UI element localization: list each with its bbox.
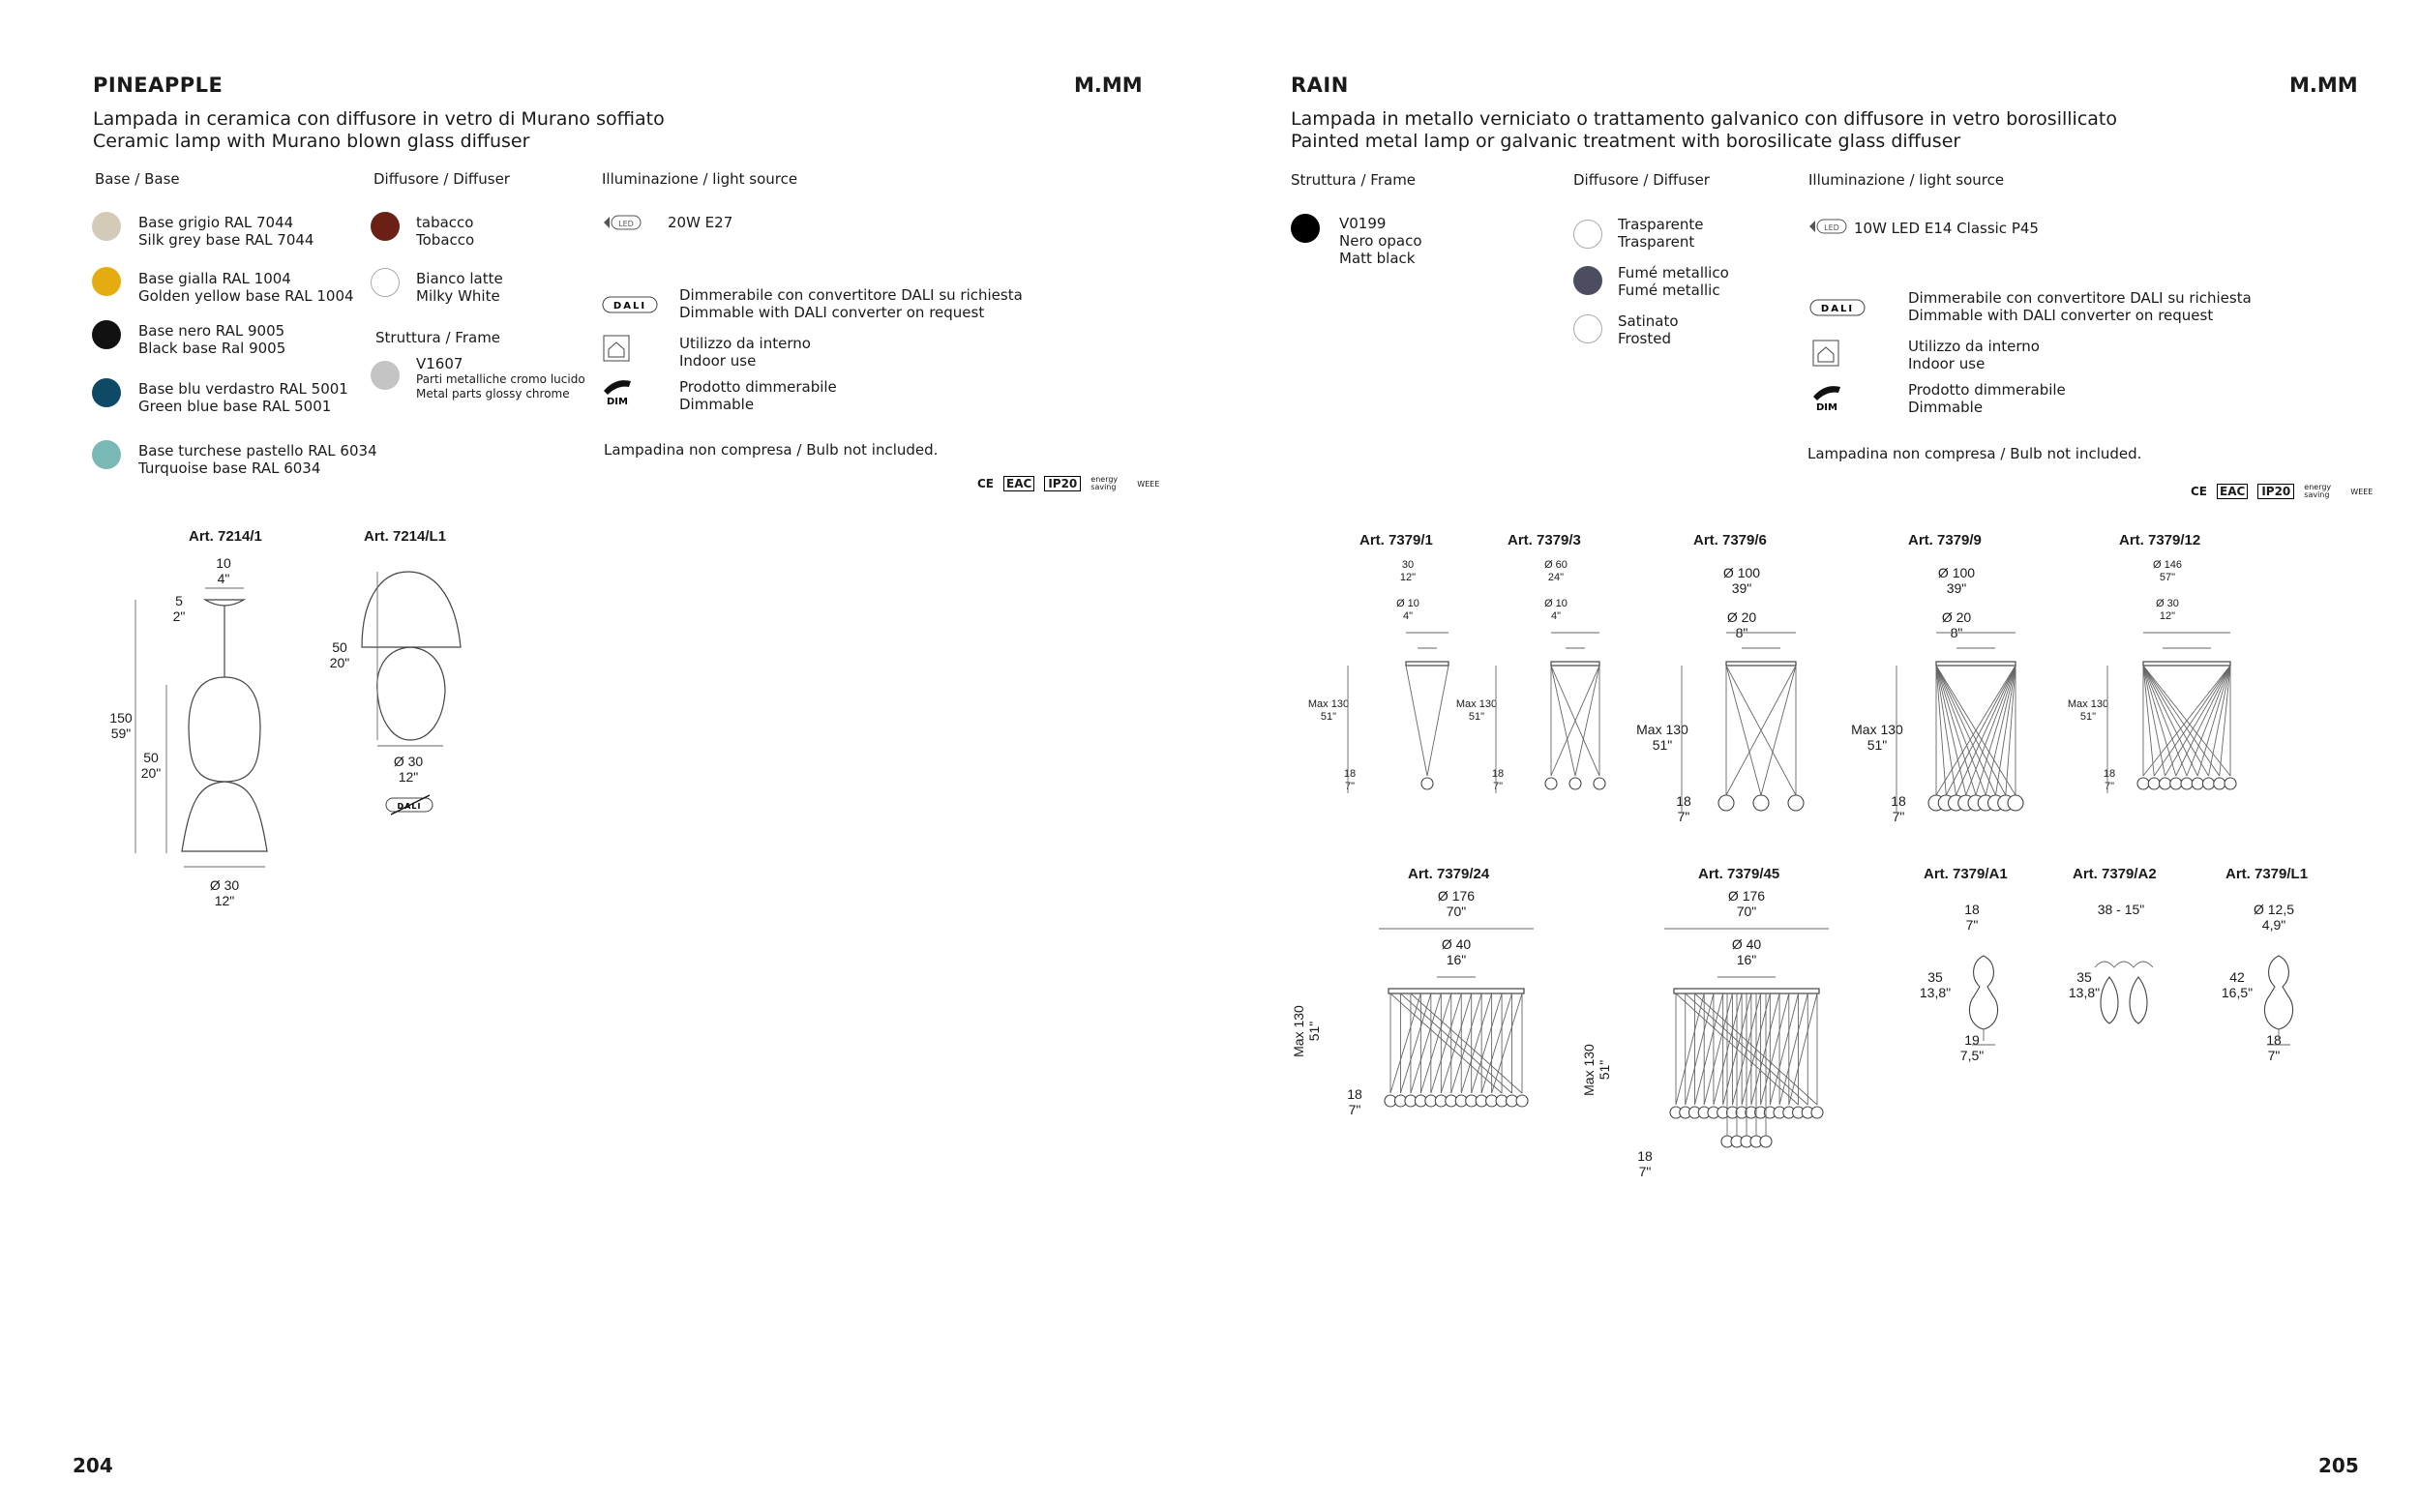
- dali-icon: [602, 293, 660, 316]
- frame-option: V1607 Parti metalliche cromo lucido Metal parts glossy chrome: [416, 355, 585, 400]
- energy-saving-icon: energy saving: [2304, 483, 2332, 499]
- chandelier-drawing: [1659, 919, 1872, 1151]
- wall-lamp-drawing: [1945, 948, 2032, 1064]
- chandelier-drawing: [1369, 619, 1524, 832]
- article-label: Art. 7214/1: [189, 528, 262, 545]
- energy-saving-icon: energy saving: [1090, 475, 1119, 491]
- dimension-label: 19 7,5": [1959, 1032, 1985, 1063]
- eac-mark-icon: EAC: [1003, 476, 1034, 491]
- dimension-label: Ø 146 57": [2153, 559, 2182, 583]
- article-label: Art. 7379/45: [1698, 866, 1780, 882]
- light-source-heading: Illuminazione / light source: [1808, 171, 2005, 189]
- article-label: Art. 7379/12: [2119, 532, 2201, 548]
- dimension-label: Max 130 51": [1455, 698, 1498, 723]
- ip20-icon: IP20: [2257, 484, 2294, 499]
- diffuser-option: tabacco Tobacco: [416, 214, 475, 249]
- feature-dali: Dimmerabile con convertitore DALI su richiesta Dimmable with DALI converter on request: [1908, 289, 2252, 324]
- article-label: Art. 7379/9: [1908, 532, 1982, 548]
- color-swatch: [1573, 266, 1602, 295]
- chandelier-drawing: [1703, 619, 1858, 832]
- feature-indoor: Utilizzo da interno Indoor use: [679, 335, 811, 370]
- certification-marks: [2191, 484, 2373, 499]
- dimension-label: Ø 10 4": [1396, 598, 1419, 622]
- pendant-drawing: [126, 580, 290, 871]
- dimension-label: 18 7": [1491, 768, 1505, 792]
- dimension-label: 18 7": [2103, 768, 2116, 792]
- dimension-label: Max 130 51": [1581, 1044, 1612, 1096]
- bulb-note: Lampadina non compresa / Bulb not included.: [1807, 445, 2142, 462]
- dimension-label: Ø 10 4": [1544, 598, 1568, 622]
- svg-text:DIM: DIM: [1816, 402, 1837, 413]
- diffuser-heading: Diffusore / Diffuser: [373, 170, 510, 188]
- article-label: Art. 7214/L1: [364, 528, 447, 545]
- color-swatch: [371, 361, 400, 390]
- light-source-heading: Illuminazione / light source: [602, 170, 798, 188]
- diffuser-option: Satinato Frosted: [1618, 312, 1679, 347]
- feature-dali: Dimmerabile con convertitore DALI su richiesta Dimmable with DALI converter on request: [679, 286, 1023, 321]
- dimension-label: 18 7": [2266, 1032, 2282, 1063]
- product-title: PINEAPPLE: [93, 74, 224, 97]
- dimension-label: 5 2": [172, 593, 186, 624]
- led-bulb-icon: [1807, 217, 1850, 236]
- light-source-value: 10W LED E14 Classic P45: [1854, 220, 2039, 237]
- dimension-label: Max 130 51": [1307, 698, 1350, 723]
- article-label: Art. 7379/L1: [2225, 866, 2309, 882]
- dimension-label: 150 59": [109, 710, 133, 741]
- color-swatch: [1573, 220, 1602, 249]
- dimension-label: 18 7": [1676, 793, 1691, 824]
- base-option: Base nero RAL 9005 Black base Ral 9005: [138, 322, 286, 357]
- subtitle-en: Ceramic lamp with Murano blown glass diffuser: [93, 131, 530, 152]
- dimension-label: Ø 20 8": [1941, 609, 1972, 640]
- base-option: Base gialla RAL 1004 Golden yellow base RAL 1004: [138, 270, 354, 305]
- dimension-label: Ø 30 12": [393, 754, 424, 785]
- ip20-icon: IP20: [1044, 476, 1081, 491]
- dimension-label: Ø 176 70": [1727, 888, 1766, 919]
- dimension-label: Ø 100 39": [1722, 565, 1761, 596]
- chandelier-drawing: [2129, 619, 2284, 832]
- color-swatch: [92, 320, 121, 349]
- dimension-label: Ø 100 39": [1937, 565, 1976, 596]
- eac-mark-icon: EAC: [2217, 484, 2248, 499]
- frame-heading: Struttura / Frame: [1291, 171, 1417, 189]
- light-source-value: 20W E27: [668, 214, 733, 231]
- chandelier-drawing: [1369, 919, 1582, 1151]
- color-swatch: [1573, 314, 1602, 343]
- page-number: 204: [73, 1454, 113, 1477]
- dimension-label: 18 7": [1964, 902, 1980, 933]
- dimension-label: Ø 30 12": [2156, 598, 2179, 622]
- brand-logo: M.MM: [1074, 74, 1143, 97]
- svg-text:DIM: DIM: [607, 397, 628, 407]
- page-number: 205: [2318, 1454, 2359, 1477]
- dim-icon: [1811, 383, 1846, 412]
- subtitle-en: Painted metal lamp or galvanic treatment with borosilicate glass diffuser: [1291, 131, 1961, 152]
- dimension-label: Max 130 51": [2067, 698, 2109, 723]
- dimension-label: Ø 40 16": [1441, 936, 1472, 967]
- dimension-label: 18 7": [1347, 1086, 1362, 1117]
- base-option: Base grigio RAL 7044 Silk grey base RAL 7044: [138, 214, 314, 249]
- color-swatch: [371, 212, 400, 241]
- dimension-label: 18 7": [1891, 793, 1906, 824]
- ce-mark-icon: CE: [977, 477, 995, 490]
- color-swatch: [92, 267, 121, 296]
- dimension-label: 38 - 15": [2097, 902, 2145, 917]
- svg-text:DALI: DALI: [612, 301, 647, 311]
- article-label: Art. 7379/1: [1359, 532, 1433, 548]
- svg-text:DALI: DALI: [1820, 304, 1855, 314]
- dali-icon: [1809, 296, 1867, 319]
- dimension-label: Ø 30 12": [209, 877, 240, 908]
- indoor-icon: [1811, 339, 1840, 368]
- color-swatch: [92, 212, 121, 241]
- dimension-label: Ø 20 8": [1726, 609, 1757, 640]
- base-option: Base blu verdastro RAL 5001 Green blue base RAL 5001: [138, 380, 348, 415]
- dimension-label: Ø 60 24": [1544, 559, 1568, 583]
- color-swatch: [92, 378, 121, 407]
- svg-text:LED: LED: [618, 220, 634, 228]
- diffuser-option: Fumé metallico Fumé metallic: [1618, 264, 1729, 299]
- chandelier-drawing: [1918, 619, 2073, 832]
- dimension-label: 18 7": [1637, 1148, 1653, 1179]
- dimension-label: Ø 12,5 4,9": [2253, 902, 2295, 933]
- color-swatch: [371, 268, 400, 297]
- dimension-label: 42 16,5": [2221, 969, 2254, 1000]
- dimension-label: 10 4": [216, 555, 231, 586]
- wall-lamp-drawing: [2240, 948, 2327, 1064]
- dimension-label: 50 20": [329, 639, 350, 670]
- article-label: Art. 7379/6: [1693, 532, 1767, 548]
- subtitle-it: Lampada in metallo verniciato o trattamento galvanico con diffusore in vetro borosillicato: [1291, 108, 2117, 130]
- article-label: Art. 7379/A2: [2073, 866, 2157, 882]
- brand-logo: M.MM: [2289, 74, 2358, 97]
- dimension-label: 18 7": [1343, 768, 1357, 792]
- weee-icon: WEEE: [1137, 479, 1160, 489]
- indoor-icon: [602, 334, 631, 363]
- diffuser-option: Trasparente Trasparent: [1618, 216, 1704, 251]
- dimension-label: Max 130 51": [1851, 722, 1903, 753]
- base-heading: Base / Base: [95, 170, 180, 188]
- color-swatch: [92, 440, 121, 469]
- dali-crossed-icon: [385, 795, 435, 816]
- base-option: Base turchese pastello RAL 6034 Turquoise base RAL 6034: [138, 442, 377, 477]
- article-label: Art. 7379/A1: [1924, 866, 2008, 882]
- diffuser-heading: Diffusore / Diffuser: [1573, 171, 1710, 189]
- frame-heading: Struttura / Frame: [375, 329, 501, 346]
- product-title: RAIN: [1291, 74, 1349, 97]
- feature-dimmable: Prodotto dimmerabile Dimmable: [1908, 381, 2066, 416]
- subtitle-it: Lampada in ceramica con diffusore in vetro di Murano soffiato: [93, 108, 665, 130]
- certification-marks: [977, 476, 1159, 491]
- feature-indoor: Utilizzo da interno Indoor use: [1908, 338, 2040, 372]
- dimension-label: Max 130 51": [1636, 722, 1688, 753]
- article-label: Art. 7379/3: [1508, 532, 1581, 548]
- dimension-label: 30 12": [1399, 559, 1417, 583]
- dimension-label: 50 20": [140, 750, 162, 781]
- led-bulb-icon: [602, 213, 644, 232]
- weee-icon: WEEE: [2350, 487, 2374, 496]
- svg-text:LED: LED: [1824, 223, 1839, 232]
- dimension-label: Max 130 51": [1291, 1005, 1322, 1057]
- dimension-label: 35 13,8": [2068, 969, 2101, 1000]
- dimension-label: 35 13,8": [1919, 969, 1952, 1000]
- dim-icon: [602, 377, 637, 406]
- frame-option: V0199 Nero opaco Matt black: [1339, 215, 1422, 267]
- table-lamp-drawing: [348, 566, 474, 759]
- bulb-note: Lampadina non compresa / Bulb not included.: [604, 441, 939, 459]
- wall-lamp-drawing: [2085, 948, 2172, 1064]
- dimension-label: Ø 176 70": [1437, 888, 1476, 919]
- svg-text:DALI: DALI: [397, 802, 422, 811]
- feature-dimmable: Prodotto dimmerabile Dimmable: [679, 378, 837, 413]
- article-label: Art. 7379/24: [1408, 866, 1490, 882]
- color-swatch: [1291, 214, 1320, 243]
- diffuser-option: Bianco latte Milky White: [416, 270, 503, 305]
- ce-mark-icon: CE: [2191, 485, 2208, 498]
- dimension-label: Ø 40 16": [1731, 936, 1762, 967]
